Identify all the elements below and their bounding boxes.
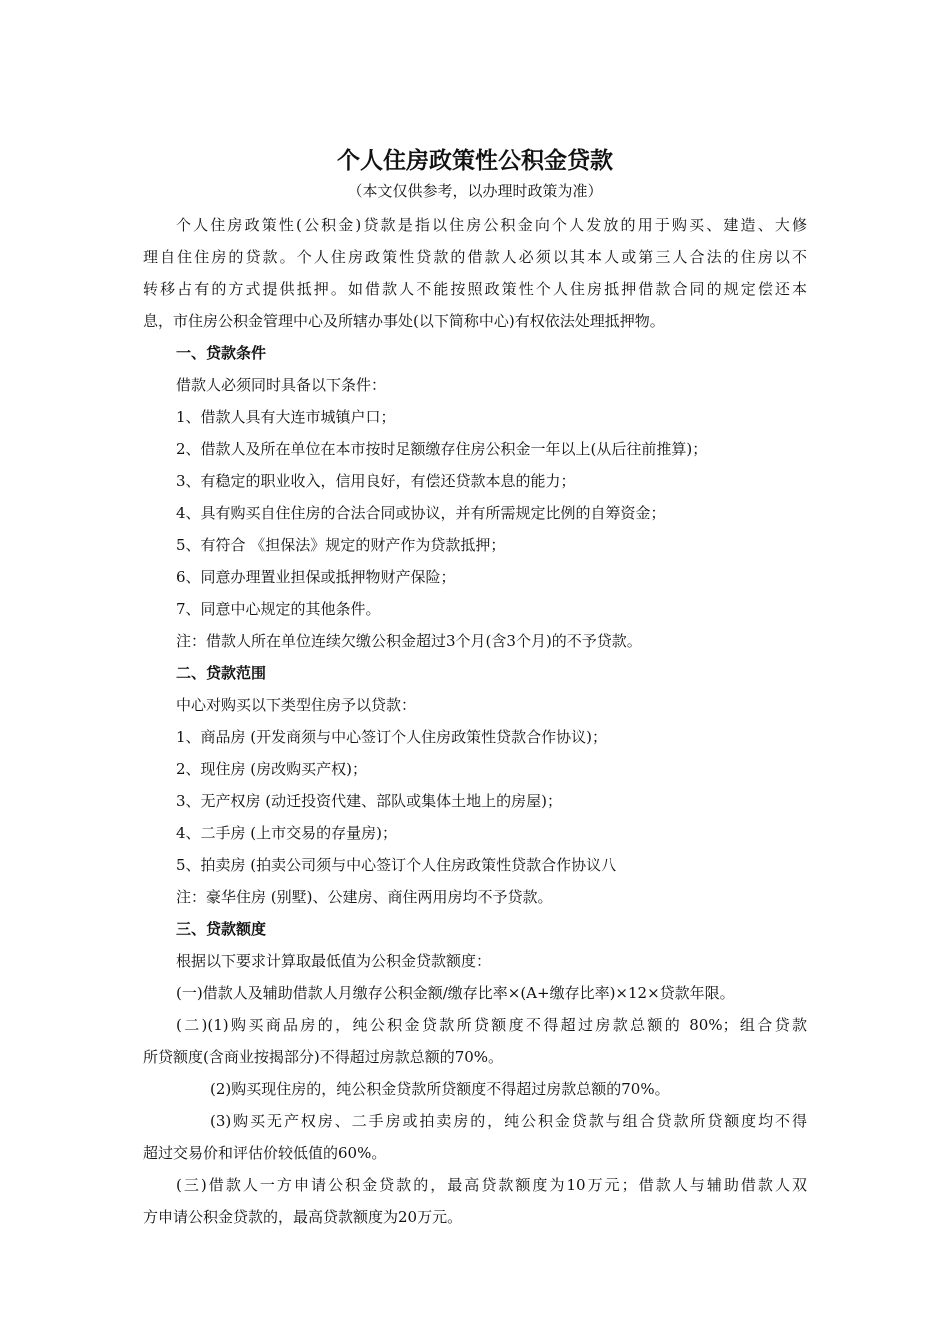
sub-item-continuation: 超过交易价和评估价较低值的60%。 (143, 1144, 387, 1162)
list-item: 6、同意办理置业担保或抵押物财产保险； (176, 568, 456, 586)
section-heading: 三、贷款额度 (176, 920, 267, 938)
section-heading: 二、贷款范围 (176, 664, 267, 682)
sub-item: (2)购买现住房的，纯公积金贷款所贷额度不得超过房款总额的70%。 (210, 1080, 670, 1098)
list-item: 5、有符合 《担保法》规定的财产作为贷款抵押； (176, 536, 506, 554)
section-heading: 一、贷款条件 (176, 344, 267, 362)
list-item: 4、二手房 (上市交易的存量房)； (176, 824, 398, 842)
intro-line: 理自住住房的贷款。个人住房政策性贷款的借款人必须以其本人或第三人合法的住房以不 (143, 248, 807, 266)
list-item-continuation: 方申请公积金贷款的，最高贷款额度为20万元。 (143, 1208, 463, 1226)
list-item: 2、现住房 (房改购买产权)； (176, 760, 368, 778)
list-item: 3、有稳定的职业收入，信用良好，有偿还贷款本息的能力； (176, 472, 576, 490)
document-body (143, 209, 807, 1233)
section-note: 注：借款人所在单位连续欠缴公积金超过3个月(含3个月)的不予贷款。 (176, 632, 642, 650)
list-item: (三)借款人一方申请公积金贷款的，最高贷款额度为10万元；借款人与辅助借款人双 (176, 1176, 807, 1194)
list-item: 7、同意中心规定的其他条件。 (176, 600, 381, 618)
list-item: 4、具有购买自住住房的合法合同或协议，并有所需规定比例的自筹资金； (176, 504, 666, 522)
list-item: 1、借款人具有大连市城镇户口； (176, 408, 396, 426)
section-lead: 根据以下要求计算取最低值为公积金贷款额度： (176, 952, 492, 970)
list-item: 1、商品房 (开发商须与中心签订个人住房政策性贷款合作协议)； (176, 728, 608, 746)
section-lead: 借款人必须同时具备以下条件： (176, 376, 387, 394)
list-item-continuation: 所贷额度(含商业按揭部分)不得超过房款总额的70%。 (143, 1048, 504, 1066)
list-item: (一)借款人及辅助借款人月缴存公积金额/缴存比率×(A+缴存比率)×12×贷款年限。 (176, 984, 735, 1002)
document-title: 个人住房政策性公积金贷款 (337, 148, 613, 174)
list-item: 3、无产权房 (动迁投资代建、部队或集体土地上的房屋)； (176, 792, 563, 810)
intro-line: 转移占有的方式提供抵押。如借款人不能按照政策性个人住房抵押借款合同的规定偿还本 (143, 280, 807, 298)
intro-line: 息，市住房公积金管理中心及所辖办事处(以下简称中心)有权依法处理抵押物。 (143, 312, 665, 330)
list-item: (二)(1)购买商品房的，纯公积金贷款所贷额度不得超过房款总额的 80%；组合贷款 (176, 1016, 807, 1034)
section-note: 注：豪华住房 (别墅)、公建房、商住两用房均不予贷款。 (176, 888, 553, 906)
sub-item: (3)购买无产权房、二手房或拍卖房的，纯公积金贷款与组合贷款所贷额度均不得 (210, 1112, 807, 1130)
document-subtitle: （本文仅供参考，以办理时政策为准） (347, 182, 603, 200)
list-item: 5、拍卖房 (拍卖公司须与中心签订个人住房政策性贷款合作协议八 (176, 856, 617, 874)
list-item: 2、借款人及所在单位在本市按时足额缴存住房公积金一年以上(从后往前推算)； (176, 440, 708, 458)
intro-line: 个人住房政策性(公积金)贷款是指以住房公积金向个人发放的用于购买、建造、大修 (176, 216, 807, 234)
section-lead: 中心对购买以下类型住房予以贷款： (176, 696, 417, 714)
